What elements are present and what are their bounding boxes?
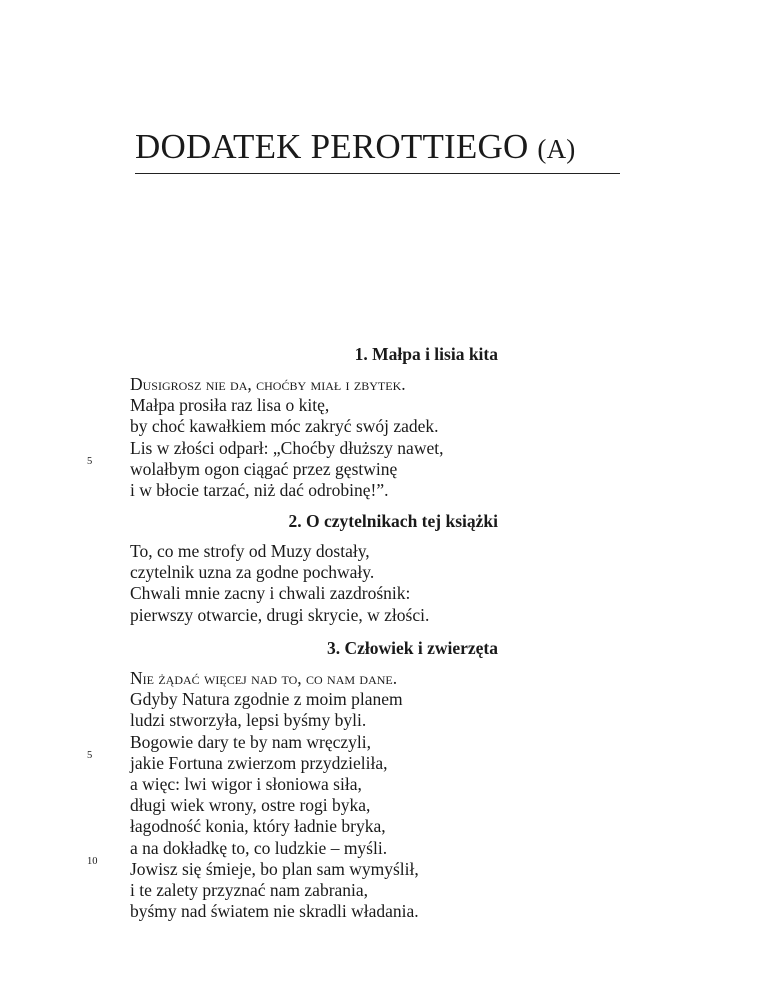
poem-3-title: 3. Człowiek i zwierzęta xyxy=(326,638,498,658)
line-number: 5 xyxy=(87,456,93,467)
verse-line: Małpa prosiła raz lisa o kitę, xyxy=(130,395,330,416)
verse-line: by choć kawałkiem móc zakryć swój zadek. xyxy=(130,416,439,437)
verse-line: a na dokładkę to, co ludzkie – myśli. xyxy=(130,837,388,858)
verse-line: czytelnik uzna za godne pochwały. xyxy=(130,562,375,583)
verse-line: a więc: lwi wigor i słoniowa siła, xyxy=(130,773,362,794)
poem-3-lines xyxy=(130,668,419,922)
verse-line: Chwali mnie zacny i chwali zazdrośnik: xyxy=(130,583,411,604)
verse-line: Bogowie dary te by nam wręczyli, xyxy=(130,731,372,752)
poem-2-lines xyxy=(130,541,429,626)
chapter-title-main: DODATEK PEROTTIEGO xyxy=(135,127,529,166)
verse-line: Jowisz się śmieje, bo plan sam wymyślił, xyxy=(130,858,419,879)
title-rule xyxy=(135,173,620,174)
verse-line: Lis w złości odparł: „Choćby dłuższy nawet, xyxy=(130,437,444,458)
verse-line: wolałbym ogon ciągać przez gęstwinę xyxy=(130,458,398,479)
verse-line: pierwszy otwarcie, drugi skrycie, w złości. xyxy=(130,604,430,625)
chapter-title-suffix: (A) xyxy=(537,134,576,164)
poem-1-motto: Dusigrosz nie da, choćby miał i zbytek. xyxy=(130,374,406,394)
line-number: 5 xyxy=(87,750,93,761)
poem-2-title: 2. O czytelnikach tej książki xyxy=(288,511,498,531)
poem-1-title: 1. Małpa i lisia kita xyxy=(354,344,498,364)
verse-line: To, co me strofy od Muzy dostały, xyxy=(130,541,370,561)
verse-line: i te zalety przyznać nam zabrania, xyxy=(130,879,369,900)
verse-line: ludzi stworzyła, lepsi byśmy byli. xyxy=(130,710,367,731)
verse-line: Gdyby Natura zgodnie z moim planem xyxy=(130,689,403,710)
verse-line: długi wiek wrony, ostre rogi byka, xyxy=(130,795,371,816)
line-number: 10 xyxy=(87,856,98,867)
verse-line: łagodność konia, który ładnie bryka, xyxy=(130,816,386,837)
poem-1-lines xyxy=(130,374,443,501)
poem-3-motto: Nie żądać więcej nad to, co nam dane. xyxy=(130,668,398,688)
chapter-title xyxy=(135,129,575,164)
verse-line: jakie Fortuna zwierzom przydzieliła, xyxy=(130,752,388,773)
verse-line: byśmy nad światem nie skradli władania. xyxy=(130,901,419,922)
verse-line: i w błocie tarzać, niż dać odrobinę!”. xyxy=(130,479,389,500)
